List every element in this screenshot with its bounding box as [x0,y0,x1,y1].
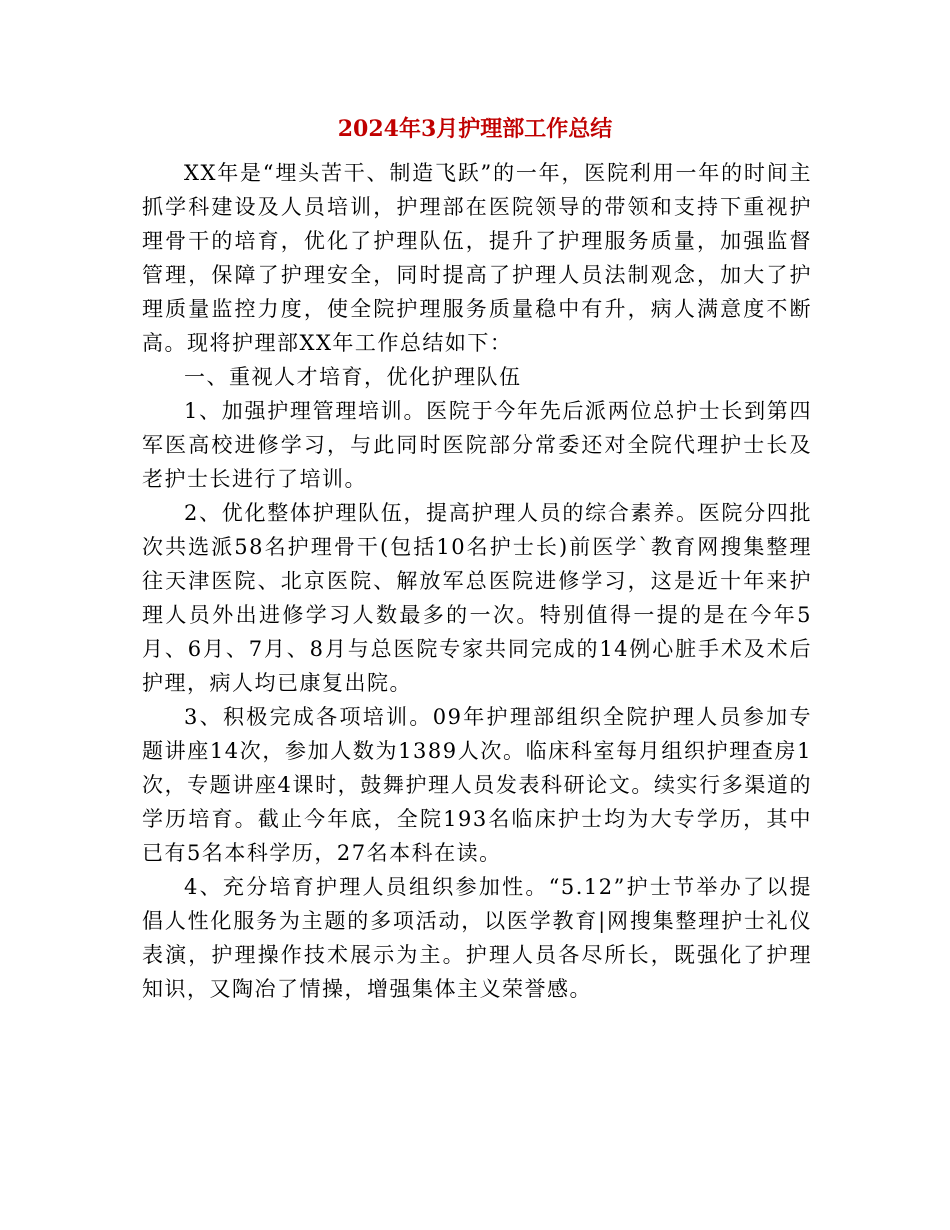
paragraph-item-3: 3、积极完成各项培训。09年护理部组织全院护理人员参加专题讲座14次，参加人数为1389人次。临床科室每月组织护理查房1次，专题讲座4课时，鼓舞护理人员发表科研论文。续实行多渠道的学历培育。截止今年底，全院193名临床护士均为大专学历，其中已有5名本科学历，27名本科在读。 [142,705,812,865]
paragraph-item-1: 1、加强护理管理培训。医院于今年先后派两位总护士长到第四军医高校进修学习，与此同时医院部分常委还对全院代理护士长及老护士长进行了培训。 [142,399,812,491]
document-body [142,156,812,1006]
paragraph-intro: XX年是“埋头苦干、制造飞跃”的一年，医院利用一年的时间主抓学科建设及人员培训，护理部在医院领导的带领和支持下重视护理骨干的培育，优化了护理队伍，提升了护理服务质量，加强监督管理，保障了护理安全，同时提高了护理人员法制观念，加大了护理质量监控力度，使全院护理服务质量稳中有升，病人满意度不断高。现将护理部XX年工作总结如下： [142,161,812,355]
paragraph-item-4: 4、充分培育护理人员组织参加性。“5.12”护士节举办了以提倡人性化服务为主题的多项活动，以医学教育|网搜集整理护士礼仪表演，护理操作技术展示为主。护理人员各尽所长，既强化了护理知识，又陶冶了情操，增强集体主义荣誉感。 [142,875,812,1001]
document-title: 2024年3月护理部工作总结 [337,116,613,142]
paragraph-item-2: 2、优化整体护理队伍，提高护理人员的综合素养。医院分四批次共选派58名护理骨干(包括10名护士长)前医学`教育网搜集整理往天津医院、北京医院、解放军总医院进修学习，这是近十年来护理人员外出进修学习人数最多的一次。特别值得一提的是在今年5月、6月、7月、8月与总医院专家共同完成的14例心脏手术及术后护理，病人均已康复出院。 [142,501,812,695]
section-heading-1: 一、重视人才培育，优化护理队伍 [184,365,522,389]
